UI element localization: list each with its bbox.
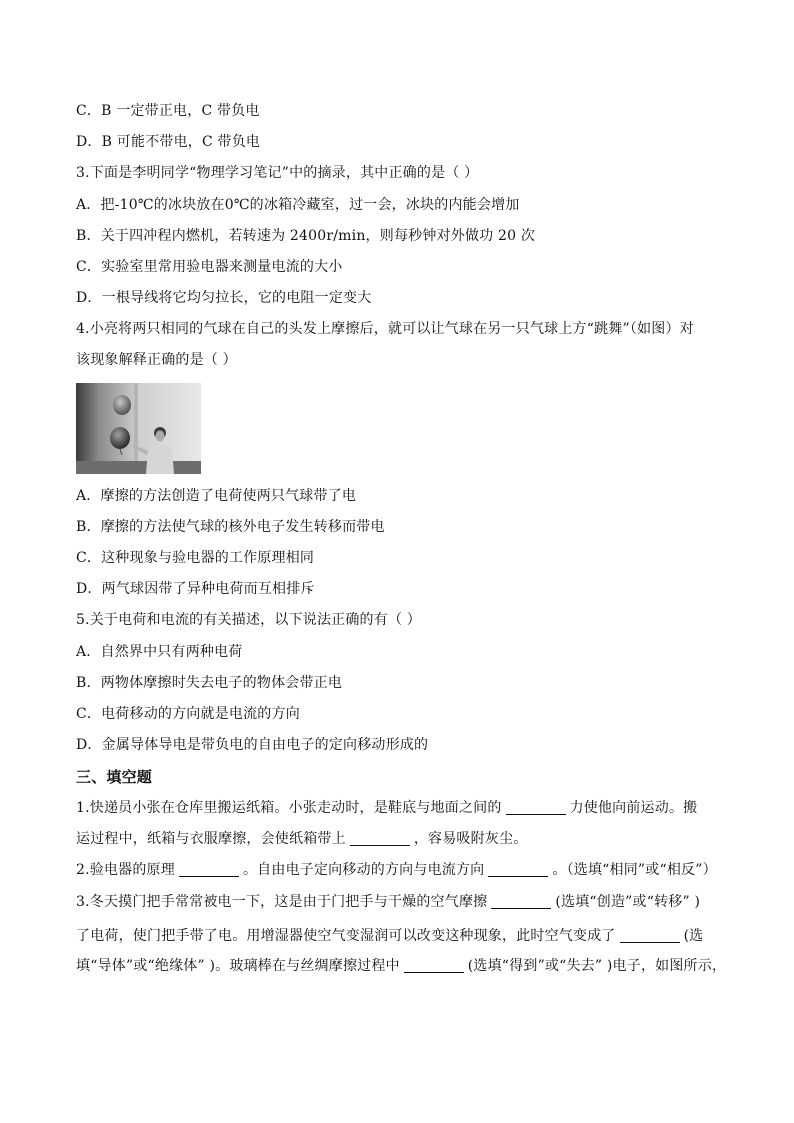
fill-question-2	[76, 860, 717, 880]
balloon-photo	[76, 383, 201, 474]
question-4-stem-cont: 该现象解释正确的是（ ）	[76, 352, 237, 368]
answer-blank[interactable]	[620, 928, 680, 943]
fill-question-1-line-1	[76, 798, 697, 818]
fill-question-1-line-2	[76, 829, 527, 849]
answer-blank[interactable]	[491, 894, 551, 909]
text-segment: 了电荷，使门把手带了电。用增湿器使空气变湿润可以改变这种现象，此时空气变成了	[76, 928, 616, 944]
question-5-option-c: C．电荷移动的方向就是电流的方向	[76, 706, 300, 722]
answer-blank[interactable]	[506, 800, 566, 815]
question-4-option-d: D．两气球因带了异种电荷而互相排斥	[76, 581, 315, 597]
fill-question-3-line-3	[76, 956, 726, 976]
question-3-option-a: A．把-10℃的冰块放在0℃的冰箱冷藏室，过一会，冰块的内能会增加	[76, 197, 520, 213]
text-segment: (选填“创造”或“转移” )	[555, 894, 701, 910]
text-segment: 。（选填“相同”或“相反”）	[552, 862, 717, 878]
text-segment: 运过程中，纸箱与衣服摩擦，会使纸箱带上	[76, 831, 346, 847]
question-5-stem: 5.关于电荷和电流的有关描述，以下说法正确的有（ ）	[76, 612, 422, 628]
question-4-option-c: C．这种现象与验电器的工作原理相同	[76, 550, 315, 566]
text-segment: 力使他向前运动。搬	[569, 800, 698, 816]
answer-blank[interactable]	[179, 862, 239, 877]
fill-question-3-line-1	[76, 892, 700, 912]
text-segment: ，容易吸附灰尘。	[413, 831, 528, 847]
answer-blank[interactable]	[350, 831, 410, 846]
text-segment: (选填“得到”或“失去” )电子，如图所示，	[467, 958, 727, 974]
text-segment: 填“导体”或“绝缘体” )。玻璃棒在与丝绸摩擦过程中	[76, 958, 400, 974]
question-5-option-d: D．金属导体导电是带负电的自由电子的定向移动形成的	[76, 737, 429, 753]
question-4-stem: 4.小亮将两只相同的气球在自己的头发上摩擦后，就可以让气球在另一只气球上方“跳舞”（如图）对	[76, 321, 694, 337]
question-5-option-a: A．自然界中只有两种电荷	[76, 644, 243, 660]
text-segment: (选	[683, 928, 704, 944]
question-4-option-b: B．摩擦的方法使气球的核外电子发生转移而带电	[76, 519, 385, 535]
question-3-stem: 3.下面是李明同学“物理学习笔记”中的摘录，其中正确的是（ ）	[76, 165, 479, 181]
answer-blank[interactable]	[488, 862, 548, 877]
text-segment: 2.验电器的原理	[76, 862, 175, 878]
section-heading: 三、填空题	[76, 768, 153, 786]
text-segment: 。自由电子定向移动的方向与电流方向	[242, 862, 485, 878]
text-segment: 3.冬天摸门把手常常被电一下，这是由于门把手与干燥的空气摩擦	[76, 894, 488, 910]
option-d-line: D．B 可能不带电，C 带负电	[76, 134, 261, 150]
question-5-option-b: B．两物体摩擦时失去电子的物体会带正电	[76, 675, 343, 691]
answer-blank[interactable]	[404, 958, 464, 973]
option-c-line: C．B 一定带正电，C 带负电	[76, 103, 260, 119]
question-3-option-b: B．关于四冲程内燃机，若转速为 2400r/min，则每秒钟对外做功 20 次	[76, 228, 536, 244]
question-3-option-c: C．实验室里常用验电器来测量电流的大小	[76, 259, 343, 275]
question-3-option-d: D．一根导线将它均匀拉长，它的电阻一定变大	[76, 290, 372, 306]
text-segment: 1.快递员小张在仓库里搬运纸箱。小张走动时，是鞋底与地面之间的	[76, 800, 502, 816]
question-4-option-a: A．摩擦的方法创造了电荷使两只气球带了电	[76, 488, 357, 504]
fill-question-3-line-2	[76, 926, 703, 946]
